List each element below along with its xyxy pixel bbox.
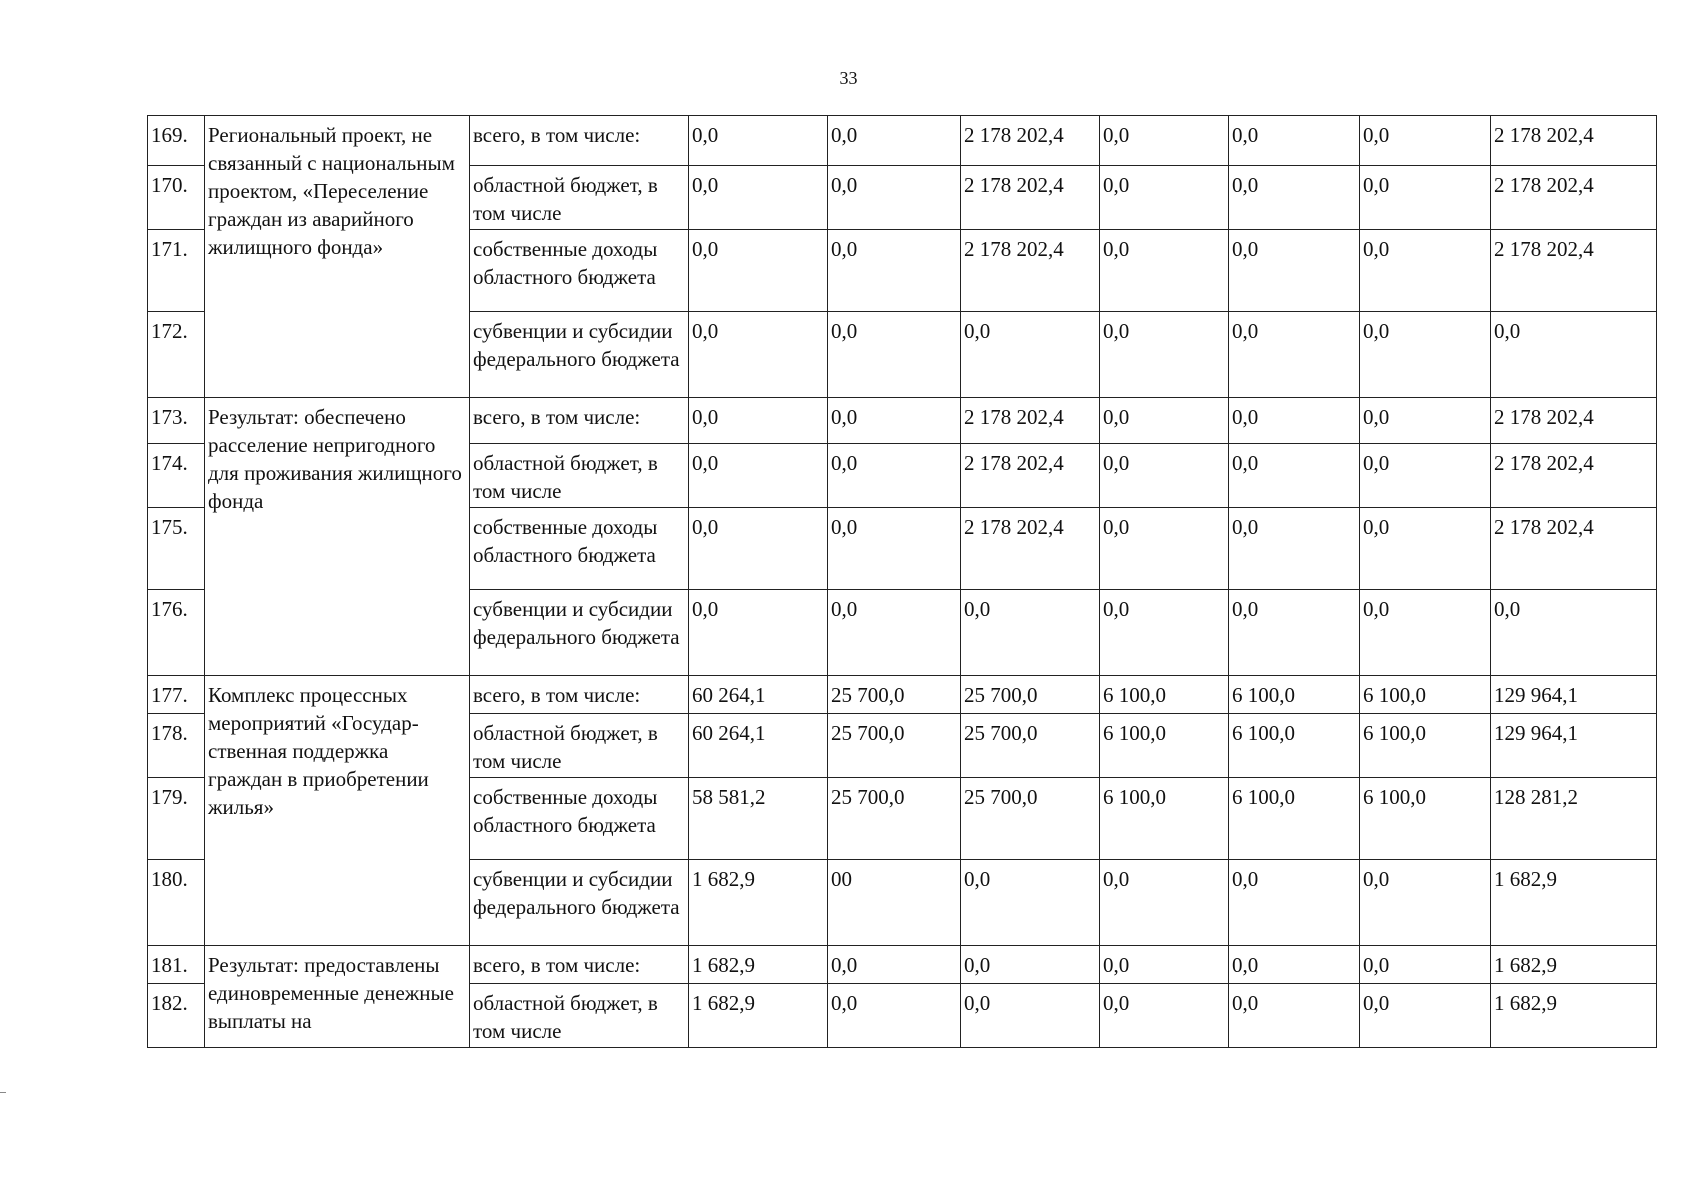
funding-source: областной бюджет, в том числе [470, 444, 689, 508]
value-cell: 0,0 [828, 116, 961, 166]
row-number: 182. [148, 984, 205, 1048]
value-cell: 0,0 [1360, 590, 1491, 676]
value-cell: 0,0 [961, 590, 1100, 676]
total-value-cell: 2 178 202,4 [1491, 116, 1657, 166]
funding-source: субвенции и субсидии федерального бюджета [470, 590, 689, 676]
value-cell: 2 178 202,4 [961, 444, 1100, 508]
value-cell: 0,0 [961, 946, 1100, 984]
value-cell: 0,0 [1360, 444, 1491, 508]
value-cell: 0,0 [828, 230, 961, 312]
value-cell: 6 100,0 [1100, 676, 1229, 714]
value-cell: 00 [828, 860, 961, 946]
funding-source: собственные доходы областного бюджета [470, 230, 689, 312]
page-number: 33 [839, 68, 858, 88]
funding-source: всего, в том числе: [470, 398, 689, 444]
value-cell: 0,0 [828, 444, 961, 508]
value-cell: 0,0 [1100, 312, 1229, 398]
total-value-cell: 0,0 [1491, 590, 1657, 676]
item-description: Результат: обеспечено расселение непригодного для проживания жилищного фонда [205, 398, 470, 676]
value-cell: 0,0 [1229, 230, 1360, 312]
value-cell: 0,0 [828, 590, 961, 676]
value-cell: 1 682,9 [689, 984, 828, 1048]
value-cell: 0,0 [1360, 860, 1491, 946]
row-number: 181. [148, 946, 205, 984]
funding-source: субвенции и субсидии федерального бюджета [470, 312, 689, 398]
table-row [148, 398, 1657, 444]
value-cell: 2 178 202,4 [961, 230, 1100, 312]
value-cell: 0,0 [1360, 230, 1491, 312]
total-value-cell: 129 964,1 [1491, 714, 1657, 778]
value-cell: 0,0 [961, 984, 1100, 1048]
value-cell: 0,0 [1360, 116, 1491, 166]
value-cell: 2 178 202,4 [961, 508, 1100, 590]
row-number: 180. [148, 860, 205, 946]
row-number: 175. [148, 508, 205, 590]
value-cell: 1 682,9 [689, 946, 828, 984]
value-cell: 0,0 [961, 860, 1100, 946]
value-cell: 0,0 [1100, 166, 1229, 230]
value-cell: 25 700,0 [828, 778, 961, 860]
total-value-cell: 2 178 202,4 [1491, 444, 1657, 508]
funding-source: областной бюджет, в том числе [470, 714, 689, 778]
funding-source: субвенции и субсидии федерального бюджета [470, 860, 689, 946]
value-cell: 0,0 [689, 230, 828, 312]
value-cell: 6 100,0 [1360, 778, 1491, 860]
budget-table [147, 115, 1657, 1048]
table-row [148, 116, 1657, 166]
value-cell: 0,0 [828, 984, 961, 1048]
value-cell: 25 700,0 [961, 676, 1100, 714]
funding-source: всего, в том числе: [470, 676, 689, 714]
value-cell: 2 178 202,4 [961, 398, 1100, 444]
value-cell: 0,0 [689, 508, 828, 590]
value-cell: 0,0 [1100, 398, 1229, 444]
total-value-cell: 1 682,9 [1491, 984, 1657, 1048]
value-cell: 0,0 [1100, 860, 1229, 946]
value-cell: 0,0 [1229, 398, 1360, 444]
funding-source: всего, в том числе: [470, 946, 689, 984]
value-cell: 0,0 [1360, 508, 1491, 590]
value-cell: 6 100,0 [1360, 676, 1491, 714]
value-cell: 0,0 [1229, 166, 1360, 230]
value-cell: 0,0 [1229, 946, 1360, 984]
value-cell: 58 581,2 [689, 778, 828, 860]
funding-source: собственные доходы областного бюджета [470, 778, 689, 860]
table-row [148, 676, 1657, 714]
value-cell: 0,0 [1360, 946, 1491, 984]
total-value-cell: 2 178 202,4 [1491, 166, 1657, 230]
value-cell: 0,0 [1360, 312, 1491, 398]
table-row [148, 946, 1657, 984]
value-cell: 0,0 [828, 946, 961, 984]
row-number: 171. [148, 230, 205, 312]
value-cell: 6 100,0 [1100, 714, 1229, 778]
value-cell: 0,0 [1100, 116, 1229, 166]
value-cell: 0,0 [1100, 444, 1229, 508]
value-cell: 0,0 [1100, 230, 1229, 312]
value-cell: 0,0 [1100, 590, 1229, 676]
row-number: 174. [148, 444, 205, 508]
value-cell: 6 100,0 [1229, 714, 1360, 778]
row-number: 169. [148, 116, 205, 166]
value-cell: 0,0 [1229, 116, 1360, 166]
value-cell: 0,0 [828, 166, 961, 230]
value-cell: 60 264,1 [689, 714, 828, 778]
value-cell: 0,0 [1229, 312, 1360, 398]
value-cell: 0,0 [1360, 984, 1491, 1048]
row-number: 179. [148, 778, 205, 860]
row-number: 178. [148, 714, 205, 778]
total-value-cell: 128 281,2 [1491, 778, 1657, 860]
value-cell: 0,0 [828, 508, 961, 590]
total-value-cell: 2 178 202,4 [1491, 230, 1657, 312]
total-value-cell: 0,0 [1491, 312, 1657, 398]
funding-source: собственные доходы областного бюджета [470, 508, 689, 590]
total-value-cell: 1 682,9 [1491, 946, 1657, 984]
value-cell: 0,0 [689, 398, 828, 444]
value-cell: 0,0 [689, 444, 828, 508]
value-cell: 25 700,0 [828, 676, 961, 714]
value-cell: 25 700,0 [961, 714, 1100, 778]
row-number: 172. [148, 312, 205, 398]
value-cell: 0,0 [828, 398, 961, 444]
value-cell: 2 178 202,4 [961, 166, 1100, 230]
value-cell: 6 100,0 [1229, 676, 1360, 714]
total-value-cell: 1 682,9 [1491, 860, 1657, 946]
value-cell: 0,0 [1229, 444, 1360, 508]
value-cell: 0,0 [961, 312, 1100, 398]
item-description: Комплекс процессных мероприятий «Государственная поддержка граждан в приобретении жилья» [205, 676, 470, 946]
value-cell: 0,0 [689, 166, 828, 230]
value-cell: 0,0 [689, 312, 828, 398]
value-cell: 0,0 [1229, 984, 1360, 1048]
value-cell: 0,0 [689, 590, 828, 676]
value-cell: 0,0 [689, 116, 828, 166]
value-cell: 0,0 [1100, 946, 1229, 984]
value-cell: 0,0 [1229, 508, 1360, 590]
value-cell: 0,0 [1100, 508, 1229, 590]
scan-mark [0, 1092, 6, 1093]
row-number: 177. [148, 676, 205, 714]
row-number: 176. [148, 590, 205, 676]
funding-source: областной бюджет, в том числе [470, 984, 689, 1048]
value-cell: 25 700,0 [828, 714, 961, 778]
value-cell: 0,0 [1100, 984, 1229, 1048]
value-cell: 6 100,0 [1360, 714, 1491, 778]
value-cell: 0,0 [1229, 860, 1360, 946]
row-number: 173. [148, 398, 205, 444]
total-value-cell: 2 178 202,4 [1491, 508, 1657, 590]
value-cell: 6 100,0 [1100, 778, 1229, 860]
total-value-cell: 129 964,1 [1491, 676, 1657, 714]
value-cell: 2 178 202,4 [961, 116, 1100, 166]
value-cell: 25 700,0 [961, 778, 1100, 860]
funding-source: всего, в том числе: [470, 116, 689, 166]
value-cell: 6 100,0 [1229, 778, 1360, 860]
funding-source: областной бюджет, в том числе [470, 166, 689, 230]
item-description: Результат: предоставлены единовременные денежные выплаты на [205, 946, 470, 1048]
row-number: 170. [148, 166, 205, 230]
value-cell: 0,0 [1229, 590, 1360, 676]
value-cell: 60 264,1 [689, 676, 828, 714]
value-cell: 1 682,9 [689, 860, 828, 946]
total-value-cell: 2 178 202,4 [1491, 398, 1657, 444]
value-cell: 0,0 [1360, 398, 1491, 444]
item-description: Региональный проект, не связанный с национальным проектом, «Переселение граждан из аварийного жилищного фонда» [205, 116, 470, 398]
value-cell: 0,0 [1360, 166, 1491, 230]
value-cell: 0,0 [828, 312, 961, 398]
